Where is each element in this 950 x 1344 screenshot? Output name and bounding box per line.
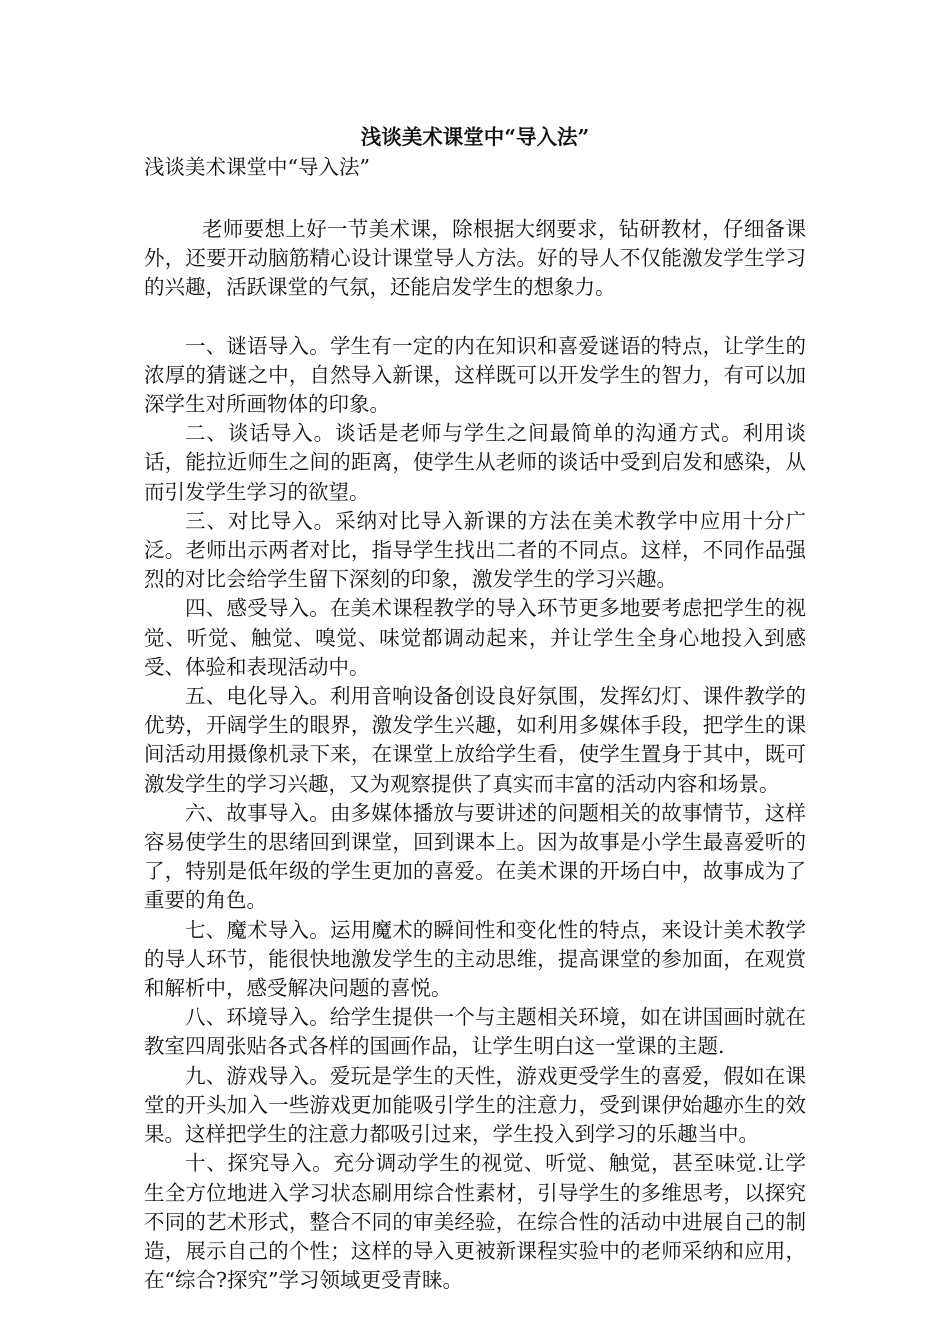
document-body <box>144 112 806 1295</box>
section-paragraph: 三、对比导入。采纳对比导入新课的方法在美术教学中应用十分广泛。老师出示两者对比，指导学生找出二者的不同点。这样，不同作品强烈的对比会给学生留下深刻的印象，激发学生的学习兴趣。 <box>144 508 806 592</box>
section-paragraph: 六、故事导入。由多媒体播放与要讲述的问题相关的故事情节，这样容易使学生的思绪回到课堂，回到课本上。因为故事是小学生最喜爱听的了，特别是低年级的学生更加的喜爱。在美术课的开场白中，故事成为了重要的角色。 <box>144 800 806 913</box>
section-paragraph: 七、魔术导入。运用魔术的瞬间性和变化性的特点，来设计美术教学的导人环节，能很快地激发学生的主动思维，提高课堂的参加面，在观赏和解析中，感受解决问题的喜悦。 <box>144 917 806 1001</box>
section-paragraph: 九、游戏导入。爱玩是学生的天性，游戏更受学生的喜爱，假如在课堂的开头加入一些游戏更加能吸引学生的注意力，受到课伊始趣亦生的效果。这样把学生的注意力都吸引过来，学生投入到学习的乐趣当中。 <box>144 1063 806 1147</box>
document-title: 浅谈美术课堂中“导入法” <box>360 125 590 149</box>
section-paragraph: 十、探究导入。充分调动学生的视觉、听觉、触觉，甚至味觉.让学生全方位地进入学习状态刷用综合性素材，引导学生的多维思考，以探究不同的艺术形式，整合不同的审美经验，在综合性的活动中进展自己的制造，展示自己的个性；这样的导入更被新课程实验中的老师采纳和应用，在“综合?探究”学习领域更受青睐。 <box>144 1151 806 1293</box>
section-list <box>144 332 806 1296</box>
intro-paragraph: 老师要想上好一节美术课，除根据大纲要求，钻研教材，仔细备课外，还要开动脑筋精心设计课堂导人方法。好的导人不仅能激发学生学习的兴趣，活跃课堂的气氛，还能启发学生的想象力。 <box>144 217 806 300</box>
section-paragraph: 五、电化导入。利用音响设备创设良好氛围，发挥幻灯、课件教学的优势，开阔学生的眼界，激发学生兴趣，如利用多媒体手段，把学生的课间活动用摄像机录下来，在课堂上放给学生看，使学生置身于其中，既可激发学生的学习兴趣，又为观察提供了真实而丰富的活动内容和场景。 <box>144 684 806 796</box>
section-paragraph: 八、环境导入。给学生提供一个与主题相关环境，如在讲国画时就在教室四周张贴各式各样的国画作品，让学生明白这一堂课的主题. <box>144 1005 806 1059</box>
document-subtitle: 浅谈美术课堂中“导入法” <box>144 155 370 179</box>
section-paragraph: 四、感受导入。在美术课程教学的导入环节更多地要考虑把学生的视觉、听觉、触觉、嗅觉、味觉都调动起来，并让学生全身心地投入到感受、体验和表现活动中。 <box>144 596 806 679</box>
section-paragraph: 一、谜语导入。学生有一定的内在知识和喜爱谜语的特点，让学生的浓厚的猜谜之中，自然导入新课，这样既可以开发学生的智力，有可以加深学生对所画物体的印象。 <box>144 333 806 417</box>
section-paragraph: 二、谈话导入。谈话是老师与学生之间最简单的沟通方式。利用谈话，能拉近师生之间的距离，使学生从老师的谈话中受到启发和感染，从而引发学生学习的欲望。 <box>144 421 806 504</box>
